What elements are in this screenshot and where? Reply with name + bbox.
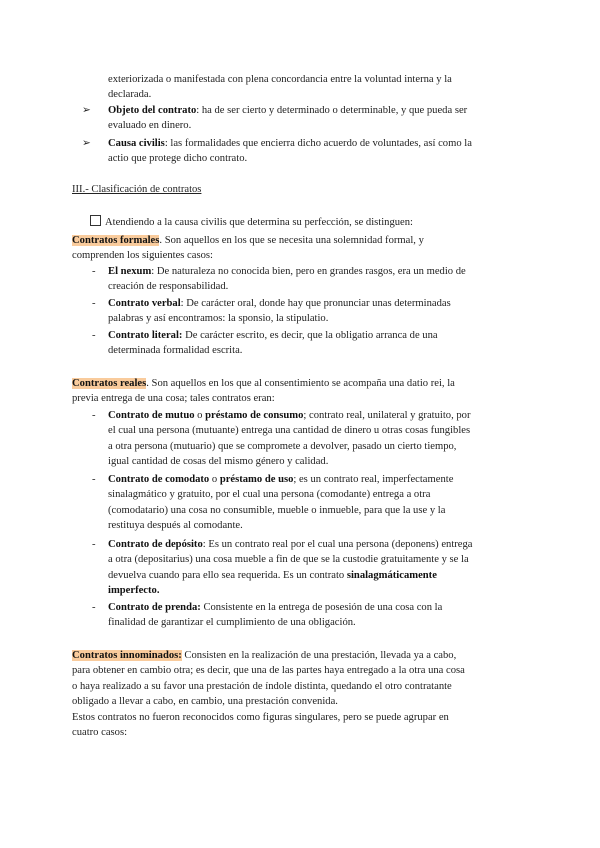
text-line: evaluado en dinero. [108, 120, 192, 132]
list-item-body [108, 600, 528, 631]
text-fragment: . Son aquellos en los que se necesita una solemnidad formal, y [159, 235, 424, 246]
text-fragment: o [194, 410, 206, 421]
term-label: sinalagmáticamente [346, 569, 437, 581]
intro-text: Atendiendo a la causa civilis que determina su perfección, se distinguen: [105, 217, 413, 228]
text-fragment: . Son aquellos en los que al consentimiento se acompaña una datio rei, la [146, 378, 455, 389]
highlighted-term: Contratos innominados: [72, 650, 182, 661]
text-fragment: ; contrato real, unilateral y gratuito, por [303, 410, 471, 421]
list-item-body [108, 328, 528, 359]
text-fragment: De carácter escrito, es decir, que la obligatio arranca de una [182, 330, 438, 341]
text-line: previa entrega de una cosa; tales contratos eran: [72, 393, 275, 405]
text-line: exteriorizada o manifestada con plena concordancia entre la voluntad interna y la [108, 74, 452, 85]
list-item-body [108, 264, 528, 295]
list-item-body [108, 103, 528, 134]
section-title: III.- Clasificación de contratos [72, 184, 202, 195]
text-line: declarada. [108, 89, 152, 101]
continued-text [108, 72, 528, 103]
arrow-bullet-icon: ➢ [82, 138, 91, 149]
term-label: imperfecto. [108, 585, 160, 597]
dash-bullet: - [92, 298, 96, 309]
text-line: finalidad de garantizar el cumplimiento de una obligación. [108, 617, 356, 629]
text-fragment: Consistente en la entrega de posesión de una cosa con la [200, 602, 443, 613]
text-line: igual cantidad de cosas del mismo género y calidad. [108, 456, 329, 468]
term-label: préstamo de consumo [205, 410, 304, 421]
term-label: Contrato de comodato [108, 474, 210, 485]
text-fragment: ; es un contrato real, imperfectamente [293, 474, 454, 485]
highlighted-term: Contratos reales [72, 378, 147, 389]
list-item-body [108, 408, 528, 470]
list-item-body [108, 296, 528, 327]
highlighted-term: Contratos formales [72, 235, 160, 246]
term-label: Causa civilis [108, 138, 165, 149]
text-line: palabras y así encontramos: la sponsio, la stipulatio. [108, 313, 329, 325]
term-label: Contrato verbal [108, 298, 181, 309]
text-fragment: devuelva cuando para ello sea requerida. Es un contrato [108, 569, 347, 581]
dash-bullet: - [92, 602, 96, 613]
text-fragment: : ha de ser cierto y determinado o determinable, y que pueda ser [196, 105, 468, 116]
list-item-body [108, 136, 528, 167]
text-fragment: : De carácter oral, donde hay que pronunciar unas determinadas [180, 298, 451, 309]
intro-line [90, 215, 546, 230]
arrow-bullet-icon: ➢ [82, 105, 91, 116]
dash-bullet: - [92, 266, 96, 277]
text-fragment: Consisten en la realización de una prestación, llevada ya a cabo, [181, 650, 457, 661]
text-line: o haya realizado a su favor una prestación de índole distinta, quedando el otro contratante [72, 680, 452, 692]
text-fragment: : De naturaleza no conocida bien, pero en grandes rasgos, era un medio de [151, 266, 466, 277]
text-fragment: : Es un contrato real por el cual una persona (deponens) entrega [202, 539, 473, 550]
text-line: determinada formalidad escrita. [108, 345, 243, 357]
term-label: Contrato de prenda: [108, 602, 201, 613]
reales-paragraph [72, 376, 528, 407]
dash-bullet: - [92, 330, 96, 341]
list-item-body [108, 537, 528, 599]
term-label: El nexum [108, 266, 152, 277]
text-line: creación de responsabilidad. [108, 281, 229, 293]
dash-bullet: - [92, 539, 96, 550]
term-label: Objeto del contrato [108, 105, 197, 116]
checkbox-icon [90, 215, 101, 226]
text-line: actio que protege dicho contrato. [108, 153, 248, 165]
text-line: obligado a llevar a cabo, en cambio, una prestación convenida. [72, 696, 338, 708]
text-fragment: o [209, 474, 220, 485]
list-item-body [108, 472, 528, 534]
text-line: (comodatario) una cosa no consumible, mueble o inmueble, para que la use y la [108, 504, 446, 516]
term-label: Contrato literal: [108, 330, 183, 341]
text-line: sinalagmático y gratuito, por el cual una persona (comodante) entrega a otra [108, 489, 431, 501]
text-line: comprenden los siguientes casos: [72, 250, 213, 262]
section-heading [72, 182, 528, 197]
text-line: el cual una persona (mutuante) entrega una cantidad de dinero u otras cosas fungibles [108, 425, 471, 437]
term-label: Contrato de mutuo [108, 410, 195, 421]
text-fragment: : las formalidades que encierra dicho acuerdo de voluntades, así como la [164, 138, 472, 149]
dash-bullet: - [92, 410, 96, 421]
dash-bullet: - [92, 474, 96, 485]
text-line: cuatro casos: [72, 727, 128, 739]
term-label: préstamo de uso [219, 474, 294, 485]
text-line: para obtener en cambio otra; es decir, que una de las partes haya entregado a la otra una cosa [72, 665, 465, 677]
term-label: Contrato de depósito [108, 539, 203, 550]
text-line: a otra persona (mutuario) que se compromete a devolver, pasado un cierto tiempo, [108, 440, 457, 452]
text-line: restituya después al comodante. [108, 520, 243, 532]
text-line: Estos contratos no fueron reconocidos como figuras singulares, pero se puede agrupar en [72, 711, 449, 723]
formales-paragraph [72, 233, 528, 264]
innominados-paragraph [72, 648, 528, 740]
text-line: a otra (depositarius) una cosa mueble a fin de que se la custodie gratuitamente y se la [108, 554, 469, 566]
